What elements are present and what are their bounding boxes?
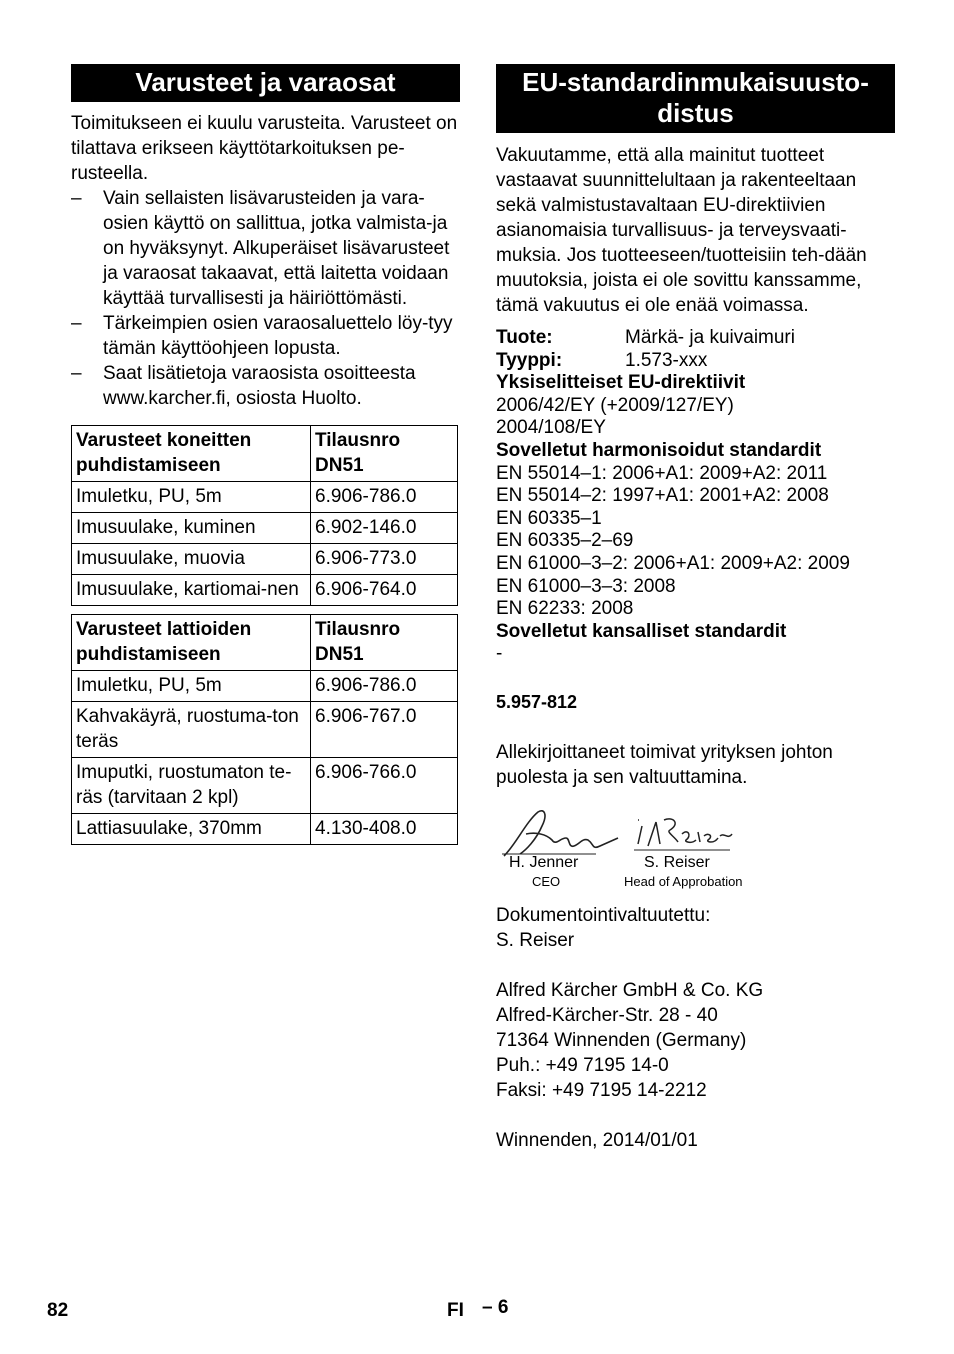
list-item: – Tärkeimpien osien varaosaluettelo löy-tyy tämän käyttöohjeen lopusta.: [71, 313, 453, 359]
table-row: Imusuulake, kuminen 6.902-146.0: [72, 513, 458, 544]
signer-name-jenner: H. Jenner: [509, 853, 579, 871]
company-address: Alfred Kärcher GmbH & Co. KG Alfred-Kärcher-Str. 28 - 40 71364 Winnenden (Germany) Puh.: +49 7195 14-0 Faksi: +49 7195 14-2212: [496, 979, 764, 1101]
signatories-text: Allekirjoittaneet toimivat yrityksen johton puolesta ja sen valtuuttamina.: [496, 741, 833, 788]
right-column: [496, 64, 895, 1153]
signatures: [496, 804, 895, 899]
national-standards-value: -: [496, 643, 503, 665]
standard-item: EN 62233: 2008: [496, 598, 634, 620]
left-column: [71, 64, 460, 845]
section-heading-eu-declaration: EU-standardinmukaisuusto-distus: [496, 64, 895, 133]
national-standards-label: Sovelletut kansalliset standardit: [496, 620, 787, 642]
table-header-row: Varusteet lattioiden puhdistamiseen Tilausnro DN51: [72, 615, 458, 671]
type-row: Tyyppi: 1.573-xxx: [496, 349, 708, 371]
machine-cleaning-accessories-table: [71, 425, 458, 606]
place-and-date: Winnenden, 2014/01/01: [496, 1129, 698, 1151]
floor-cleaning-accessories-table: [71, 614, 458, 845]
table-row: Lattiasuulake, 370mm 4.130-408.0: [72, 814, 458, 845]
language-code: FI: [447, 1300, 464, 1321]
standard-item: EN 55014–1: 2006+A1: 2009+A2: 2011: [496, 462, 828, 484]
list-item: – Saat lisätietoja varaosista osoitteesta www.karcher.fi, osiosta Huolto.: [71, 363, 416, 409]
standard-item: EN 60335–1: [496, 507, 602, 529]
accessories-intro: Toimitukseen ei kuulu varusteita. Varusteet on tilattava erikseen käyttötarkoituksen pe-rusteella.: [71, 113, 458, 184]
standard-item: EN 60335–2–69: [496, 530, 634, 552]
directive-item: 2006/42/EY (+2009/127/EY): [496, 394, 734, 416]
product-specification: [496, 327, 895, 666]
signer-title-ceo: CEO: [532, 873, 561, 889]
page-number: 82: [47, 1300, 69, 1321]
declaration-intro: Vakuutamme, että alla mainitut tuotteet vastaavat suunnittelultaan ja rakenteeltaan sekä valmistustavaltaan EU-direktiivien asianomaisia turvallisuus- ja terveysvaati-muksia. Jos tuotteeseen/tuotteisiin teh-dään muutoksia, joista ei ole sovittu kanssamme, tämä vakuutus ei ole enää voimassa.: [496, 145, 867, 316]
table-row: Imuletku, PU, 5m 6.906-786.0: [72, 482, 458, 513]
standard-item: EN 55014–2: 1997+A1: 2001+A2: 2008: [496, 485, 829, 507]
section-page-number: – 6: [482, 1297, 509, 1318]
product-row: Tuote: Märkä- ja kuivaimuri: [496, 327, 795, 348]
table-row: Imusuulake, kartiomai-nen 6.906-764.0: [72, 575, 458, 606]
accessories-notes: [71, 186, 460, 411]
directives-label: Yksiselitteiset EU-direktiivit: [496, 372, 746, 394]
list-item: – Vain sellaisten lisävarusteiden ja vara-osien käyttö on sallittua, jotka valmista-ja on hyväksynyt. Alkuperäiset lisävarusteet ja varaosat takaavat, että laitetta voidaan käyttää turvallisesti ja häiriöttömästi.: [71, 188, 450, 309]
table-row: Kahvakäyrä, ruostuma-ton teräs 6.906-767.0: [72, 702, 458, 758]
table-row: Imusuulake, muovia 6.906-773.0: [72, 544, 458, 575]
table-row: Imuputki, ruostumaton te-räs (tarvitaan 2 kpl) 6.906-766.0: [72, 758, 458, 814]
signer-name-reiser: S. Reiser: [644, 853, 710, 871]
section-heading-accessories: Varusteet ja varaosat: [71, 64, 460, 102]
harmonised-standards-label: Sovelletut harmonisoidut standardit: [496, 439, 822, 461]
standard-item: EN 61000–3–2: 2006+A1: 2009+A2: 2009: [496, 552, 850, 574]
table-header-row: Varusteet koneitten puhdistamiseen Tilausnro DN51: [72, 426, 458, 482]
documentation-authority: Dokumentointivaltuutettu: S. Reiser: [496, 904, 711, 951]
document-number: 5.957-812: [496, 691, 578, 712]
standard-item: EN 61000–3–3: 2008: [496, 575, 676, 597]
table-row: Imuletku, PU, 5m 6.906-786.0: [72, 671, 458, 702]
directive-item: 2004/108/EY: [496, 417, 606, 439]
signer-title-approbation: Head of Approbation: [624, 873, 743, 889]
